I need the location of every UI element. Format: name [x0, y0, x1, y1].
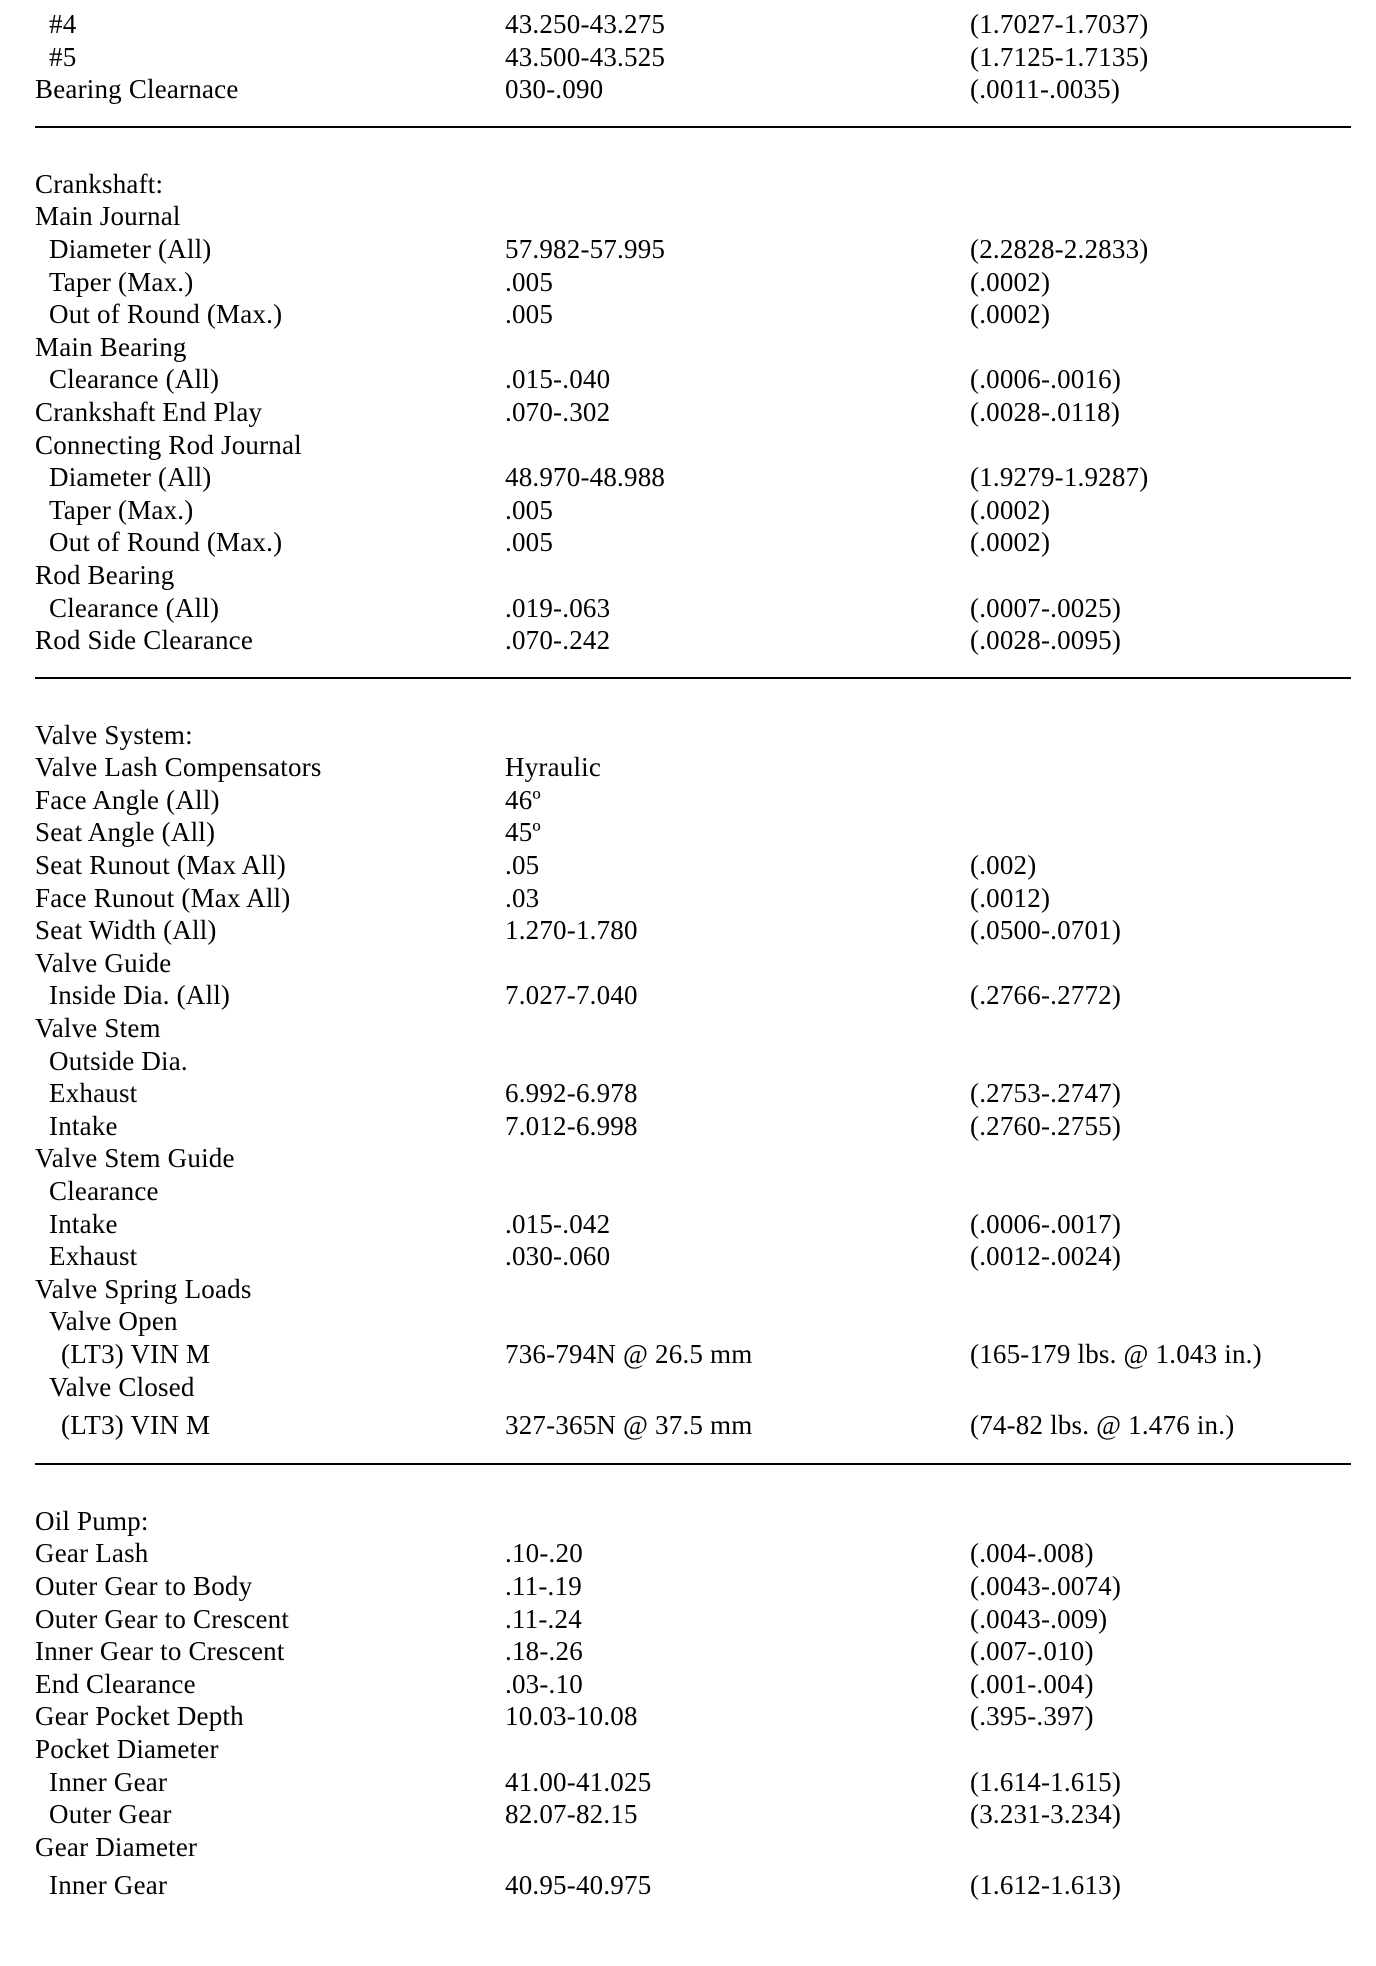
spec-row: [35, 461, 1355, 494]
spec-label: Connecting Rod Journal: [35, 429, 302, 460]
spec-row: [35, 1142, 1355, 1175]
crankshaft-section: [35, 168, 1355, 657]
spec-row: [35, 1537, 1355, 1570]
camshaft-journal-section: [35, 8, 1355, 106]
imperial-value: (.007-.010): [970, 1636, 1094, 1667]
metric-value: 7.027-7.040: [505, 980, 638, 1011]
spec-row: [35, 1077, 1355, 1110]
metric-value: 40.95-40.975: [505, 1870, 652, 1901]
spec-row: [35, 1635, 1355, 1668]
metric-value: .03: [505, 882, 540, 913]
metric-value: 43.250-43.275: [505, 9, 666, 39]
metric-value: 57.982-57.995: [505, 233, 666, 264]
spec-row: [35, 751, 1355, 784]
spec-row: [35, 1603, 1355, 1636]
metric-value: .18-.26: [505, 1636, 583, 1667]
spec-label: Taper (Max.): [49, 266, 194, 297]
imperial-value: (.0006-.0017): [970, 1208, 1122, 1239]
imperial-value: (.0007-.0025): [970, 592, 1122, 623]
spec-label: Face Runout (Max All): [35, 882, 291, 913]
spec-row: [35, 494, 1355, 527]
spec-label: Main Bearing: [35, 331, 187, 362]
spec-label: #4: [49, 9, 77, 39]
spec-row: [35, 1863, 1355, 1903]
metric-value: 6.992-6.978: [505, 1078, 638, 1109]
spec-label: Valve Open: [49, 1306, 178, 1337]
spec-row: [35, 1110, 1355, 1143]
spec-label: Gear Pocket Depth: [35, 1701, 244, 1732]
spec-row: [35, 429, 1355, 462]
spec-label: Clearance: [49, 1176, 159, 1206]
spec-label: (LT3) VIN M: [61, 1410, 211, 1441]
spec-label: Crankshaft:: [35, 168, 164, 199]
imperial-value: (.0500-.0701): [970, 915, 1122, 946]
spec-row: [35, 233, 1355, 266]
imperial-value: (.0002): [970, 266, 1051, 297]
spec-row: [35, 719, 1355, 752]
metric-value: 41.00-41.025: [505, 1766, 652, 1797]
imperial-value: (.0043-.0074): [970, 1570, 1122, 1601]
spec-label: Diameter (All): [49, 462, 212, 493]
imperial-value: (.395-.397): [970, 1701, 1094, 1732]
spec-label: Inner Gear to Crescent: [35, 1636, 285, 1667]
spec-label: #5: [49, 41, 77, 72]
spec-row: [35, 8, 1355, 41]
imperial-value: (2.2828-2.2833): [970, 233, 1149, 264]
spec-row: [35, 1831, 1355, 1864]
imperial-value: (1.7125-1.7135): [970, 41, 1149, 72]
spec-label: Valve Lash Compensators: [35, 752, 322, 783]
spec-label: Outer Gear to Body: [35, 1570, 253, 1601]
imperial-value: (.0002): [970, 527, 1051, 558]
spec-label: Valve System:: [35, 719, 193, 750]
imperial-value: (.001-.004): [970, 1668, 1094, 1699]
spec-label: Bearing Clearnace: [35, 74, 239, 105]
metric-value: 030-.090: [505, 74, 604, 105]
spec-label: Seat Width (All): [35, 915, 217, 946]
imperial-value: (.0028-.0118): [970, 396, 1121, 427]
spec-label: Out of Round (Max.): [49, 527, 283, 558]
spec-row: [35, 1766, 1355, 1799]
spec-label: End Clearance: [35, 1668, 196, 1699]
spec-row: [35, 559, 1355, 592]
metric-value: .015-.040: [505, 364, 611, 395]
spec-label: Crankshaft End Play: [35, 396, 263, 427]
spec-row: [35, 1045, 1355, 1078]
metric-value: 327-365N @ 37.5 mm: [505, 1410, 753, 1441]
spec-label: Rod Side Clearance: [35, 625, 254, 656]
spec-label: Gear Diameter: [35, 1831, 198, 1862]
imperial-value: (165-179 lbs. @ 1.043 in.): [970, 1338, 1262, 1369]
spec-row: [35, 1208, 1355, 1241]
spec-label: Inside Dia. (All): [49, 980, 231, 1011]
imperial-value: (.0012-.0024): [970, 1241, 1122, 1272]
spec-row: [35, 266, 1355, 299]
metric-value: 43.500-43.525: [505, 41, 666, 72]
spec-label: Gear Lash: [35, 1538, 149, 1569]
metric-value: .005: [505, 299, 554, 330]
metric-value: 48.970-48.988: [505, 462, 666, 493]
spec-row: [35, 1338, 1355, 1371]
spec-label: Outer Gear: [49, 1799, 172, 1830]
spec-label: Main Journal: [35, 201, 181, 232]
spec-row: [35, 526, 1355, 559]
spec-row: [35, 1798, 1355, 1831]
spec-label: Out of Round (Max.): [49, 299, 283, 330]
metric-value: 736-794N @ 26.5 mm: [505, 1338, 753, 1369]
spec-label: Intake: [49, 1208, 118, 1239]
metric-value: .005: [505, 527, 554, 558]
spec-row: [35, 1240, 1355, 1273]
spec-label: Inner Gear: [49, 1766, 168, 1797]
metric-value: 10.03-10.08: [505, 1701, 638, 1732]
spec-row: [35, 914, 1355, 947]
metric-value: .10-.20: [505, 1538, 583, 1569]
spec-label: Pocket Diameter: [35, 1733, 219, 1764]
spec-row: [35, 298, 1355, 331]
spec-label: Diameter (All): [49, 233, 212, 264]
spec-label: Inner Gear: [49, 1870, 168, 1901]
spec-row: [35, 200, 1355, 233]
spec-label: Outer Gear to Crescent: [35, 1603, 290, 1634]
spec-label: Clearance (All): [49, 364, 220, 395]
spec-label: Valve Stem: [35, 1013, 161, 1044]
spec-label: Seat Runout (Max All): [35, 850, 286, 881]
metric-value: 46º: [505, 784, 541, 815]
spec-row: [35, 816, 1355, 849]
spec-row: [35, 1175, 1355, 1208]
imperial-value: (3.231-3.234): [970, 1799, 1122, 1830]
section-divider: [35, 1463, 1351, 1465]
spec-row: [35, 1012, 1355, 1045]
imperial-value: (1.7027-1.7037): [970, 9, 1149, 39]
imperial-value: (.0043-.009): [970, 1603, 1108, 1634]
imperial-value: (.0028-.0095): [970, 625, 1122, 656]
imperial-value: (.0011-.0035): [970, 74, 1121, 105]
imperial-value: (.2766-.2772): [970, 980, 1122, 1011]
metric-value: .03-.10: [505, 1668, 583, 1699]
metric-value: .019-.063: [505, 592, 611, 623]
spec-label: Oil Pump:: [35, 1505, 149, 1536]
spec-row: [35, 363, 1355, 396]
spec-row: [35, 592, 1355, 625]
spec-label: Seat Angle (All): [35, 817, 216, 848]
spec-row: [35, 849, 1355, 882]
spec-row: [35, 41, 1355, 74]
imperial-value: (1.9279-1.9287): [970, 462, 1149, 493]
metric-value: 7.012-6.998: [505, 1110, 638, 1141]
spec-label: Valve Spring Loads: [35, 1273, 252, 1304]
metric-value: 45º: [505, 817, 541, 848]
spec-document: [35, 8, 1355, 1903]
metric-value: .070-.242: [505, 625, 611, 656]
metric-value: .11-.24: [505, 1603, 582, 1634]
spec-row: [35, 1668, 1355, 1701]
oil-pump-section: [35, 1505, 1355, 1903]
imperial-value: (1.614-1.615): [970, 1766, 1122, 1797]
metric-value: .015-.042: [505, 1208, 611, 1239]
section-divider: [35, 126, 1351, 128]
imperial-value: (.0012): [970, 882, 1051, 913]
metric-value: .070-.302: [505, 396, 611, 427]
metric-value: .005: [505, 494, 554, 525]
spec-label: (LT3) VIN M: [61, 1338, 211, 1369]
metric-value: .11-.19: [505, 1570, 582, 1601]
metric-value: Hyraulic: [505, 752, 602, 783]
spec-label: Outside Dia.: [49, 1045, 188, 1076]
metric-value: .05: [505, 850, 540, 881]
spec-label: Intake: [49, 1110, 118, 1141]
spec-row: [35, 1570, 1355, 1603]
spec-row: [35, 331, 1355, 364]
spec-label: Rod Bearing: [35, 559, 175, 590]
spec-row: [35, 1700, 1355, 1733]
section-divider: [35, 677, 1351, 679]
spec-label: Taper (Max.): [49, 494, 194, 525]
imperial-value: (.2760-.2755): [970, 1110, 1122, 1141]
valve-system-section: [35, 719, 1355, 1443]
spec-label: Valve Guide: [35, 947, 172, 978]
imperial-value: (.002): [970, 850, 1037, 881]
spec-row: [35, 947, 1355, 980]
spec-label: Exhaust: [49, 1241, 138, 1272]
imperial-value: (1.612-1.613): [970, 1870, 1122, 1901]
metric-value: .030-.060: [505, 1241, 611, 1272]
spec-row: [35, 168, 1355, 201]
spec-row: [35, 979, 1355, 1012]
metric-value: 1.270-1.780: [505, 915, 638, 946]
spec-row: [35, 1273, 1355, 1306]
spec-label: Valve Stem Guide: [35, 1143, 235, 1174]
imperial-value: (.0002): [970, 299, 1051, 330]
spec-row: [35, 396, 1355, 429]
imperial-value: (.2753-.2747): [970, 1078, 1122, 1109]
spec-row: [35, 624, 1355, 657]
spec-row: [35, 1403, 1355, 1443]
spec-row: [35, 73, 1355, 106]
spec-row: [35, 1733, 1355, 1766]
spec-label: Exhaust: [49, 1078, 138, 1109]
spec-row: [35, 784, 1355, 817]
metric-value: .005: [505, 266, 554, 297]
spec-row: [35, 882, 1355, 915]
imperial-value: (.0002): [970, 494, 1051, 525]
spec-row: [35, 1505, 1355, 1538]
imperial-value: (.004-.008): [970, 1538, 1094, 1569]
spec-label: Valve Closed: [49, 1371, 195, 1402]
spec-row: [35, 1371, 1355, 1404]
spec-row: [35, 1305, 1355, 1338]
imperial-value: (74-82 lbs. @ 1.476 in.): [970, 1410, 1235, 1441]
imperial-value: (.0006-.0016): [970, 364, 1122, 395]
spec-label: Face Angle (All): [35, 784, 220, 815]
spec-label: Clearance (All): [49, 592, 220, 623]
metric-value: 82.07-82.15: [505, 1799, 638, 1830]
